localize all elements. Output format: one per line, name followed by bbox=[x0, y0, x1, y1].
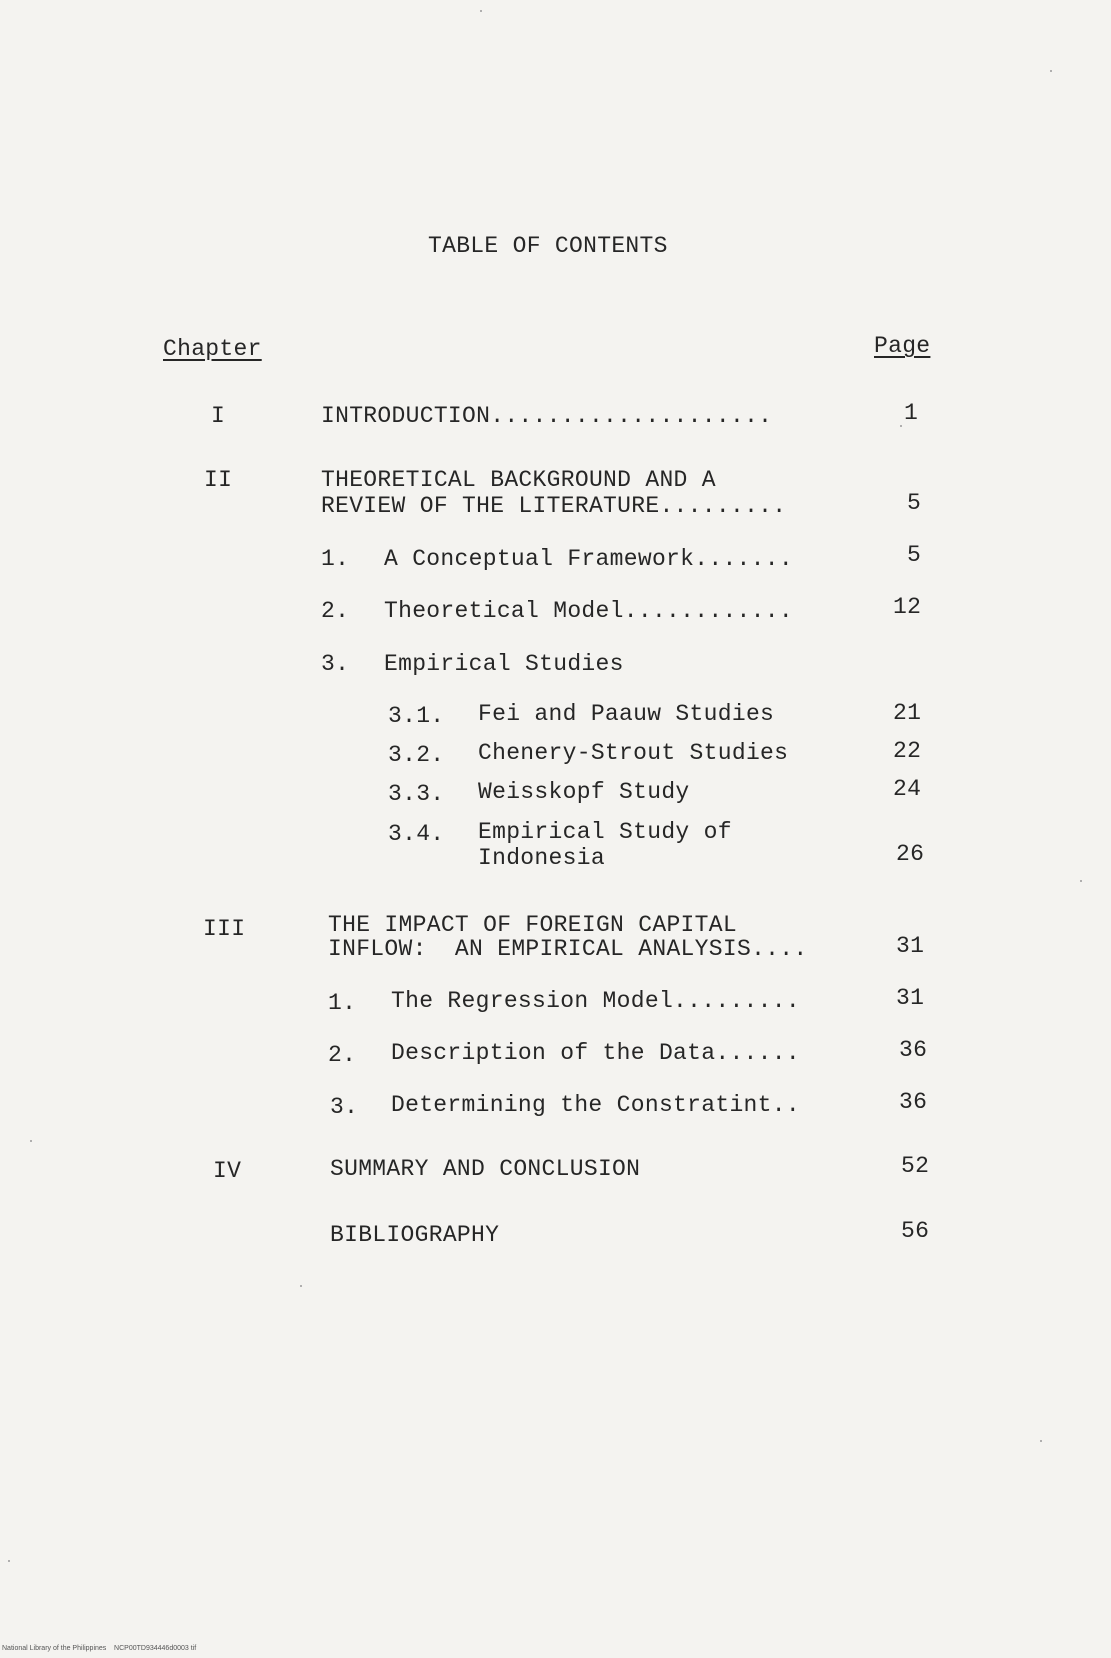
page-number: 24 bbox=[893, 776, 922, 802]
scan-speck bbox=[1050, 70, 1052, 72]
chapter-title-line: INFLOW: AN EMPIRICAL ANALYSIS.... bbox=[328, 936, 808, 962]
section-title: Determining the Constratint.. bbox=[391, 1092, 800, 1118]
scan-speck bbox=[30, 1140, 32, 1142]
scan-speck bbox=[900, 425, 902, 427]
chapter-number: I bbox=[211, 403, 226, 429]
section-number: 1. bbox=[328, 990, 357, 1016]
bibliography-title: BIBLIOGRAPHY bbox=[330, 1222, 500, 1248]
page-number: 5 bbox=[907, 490, 922, 516]
subsection-number: 3.2. bbox=[388, 742, 445, 768]
page-number: 26 bbox=[896, 841, 925, 867]
page-number: 12 bbox=[893, 594, 922, 620]
section-title: Empirical Studies bbox=[384, 651, 624, 677]
subsection-number: 3.3. bbox=[388, 781, 445, 807]
chapter-header: Chapter bbox=[163, 336, 262, 362]
subsection-title: Fei and Paauw Studies bbox=[478, 701, 775, 727]
scan-speck bbox=[1080, 880, 1082, 882]
chapter-number: II bbox=[204, 467, 233, 493]
section-number: 3. bbox=[330, 1094, 359, 1120]
page-number: 21 bbox=[893, 700, 922, 726]
page-title: TABLE OF CONTENTS bbox=[428, 233, 668, 259]
page-number: 5 bbox=[907, 542, 922, 568]
section-title: Theoretical Model............ bbox=[384, 598, 793, 624]
chapter-title-line: THEORETICAL BACKGROUND AND A bbox=[321, 467, 716, 493]
page-number: 22 bbox=[893, 738, 922, 764]
section-number: 1. bbox=[321, 546, 350, 572]
page-number: 36 bbox=[899, 1037, 928, 1063]
footer-note: National Library of the Philippines NCP00TD934446d0003 tif bbox=[2, 1645, 197, 1652]
scan-speck bbox=[300, 1285, 302, 1287]
page-number: 31 bbox=[896, 933, 925, 959]
subsection-title-line: Indonesia bbox=[478, 845, 605, 871]
section-number: 2. bbox=[321, 598, 350, 624]
subsection-title: Weisskopf Study bbox=[478, 779, 690, 805]
section-title: Description of the Data...... bbox=[391, 1040, 800, 1066]
subsection-title-line: Empirical Study of bbox=[478, 819, 732, 845]
chapter-number: IV bbox=[213, 1158, 242, 1184]
subsection-number: 3.4. bbox=[388, 821, 445, 847]
section-title: A Conceptual Framework....... bbox=[384, 546, 793, 572]
page-header: Page bbox=[874, 333, 931, 359]
page-number: 52 bbox=[901, 1153, 930, 1179]
chapter-title: INTRODUCTION.................... bbox=[321, 403, 773, 429]
page-number: 56 bbox=[901, 1218, 930, 1244]
page-number: 36 bbox=[899, 1089, 928, 1115]
subsection-number: 3.1. bbox=[388, 703, 445, 729]
chapter-title-line: THE IMPACT OF FOREIGN CAPITAL bbox=[328, 912, 737, 938]
scan-speck bbox=[8, 1560, 10, 1562]
subsection-title: Chenery-Strout Studies bbox=[478, 740, 789, 766]
chapter-title: SUMMARY AND CONCLUSION bbox=[330, 1156, 641, 1182]
chapter-title-line: REVIEW OF THE LITERATURE......... bbox=[321, 493, 787, 519]
scan-speck bbox=[480, 10, 482, 12]
section-number: 2. bbox=[328, 1042, 357, 1068]
page-number: 1 bbox=[904, 400, 919, 426]
section-title: The Regression Model......... bbox=[391, 988, 800, 1014]
chapter-number: III bbox=[203, 916, 246, 942]
scan-speck bbox=[1040, 1440, 1042, 1442]
page-number: 31 bbox=[896, 985, 925, 1011]
section-number: 3. bbox=[321, 651, 350, 677]
